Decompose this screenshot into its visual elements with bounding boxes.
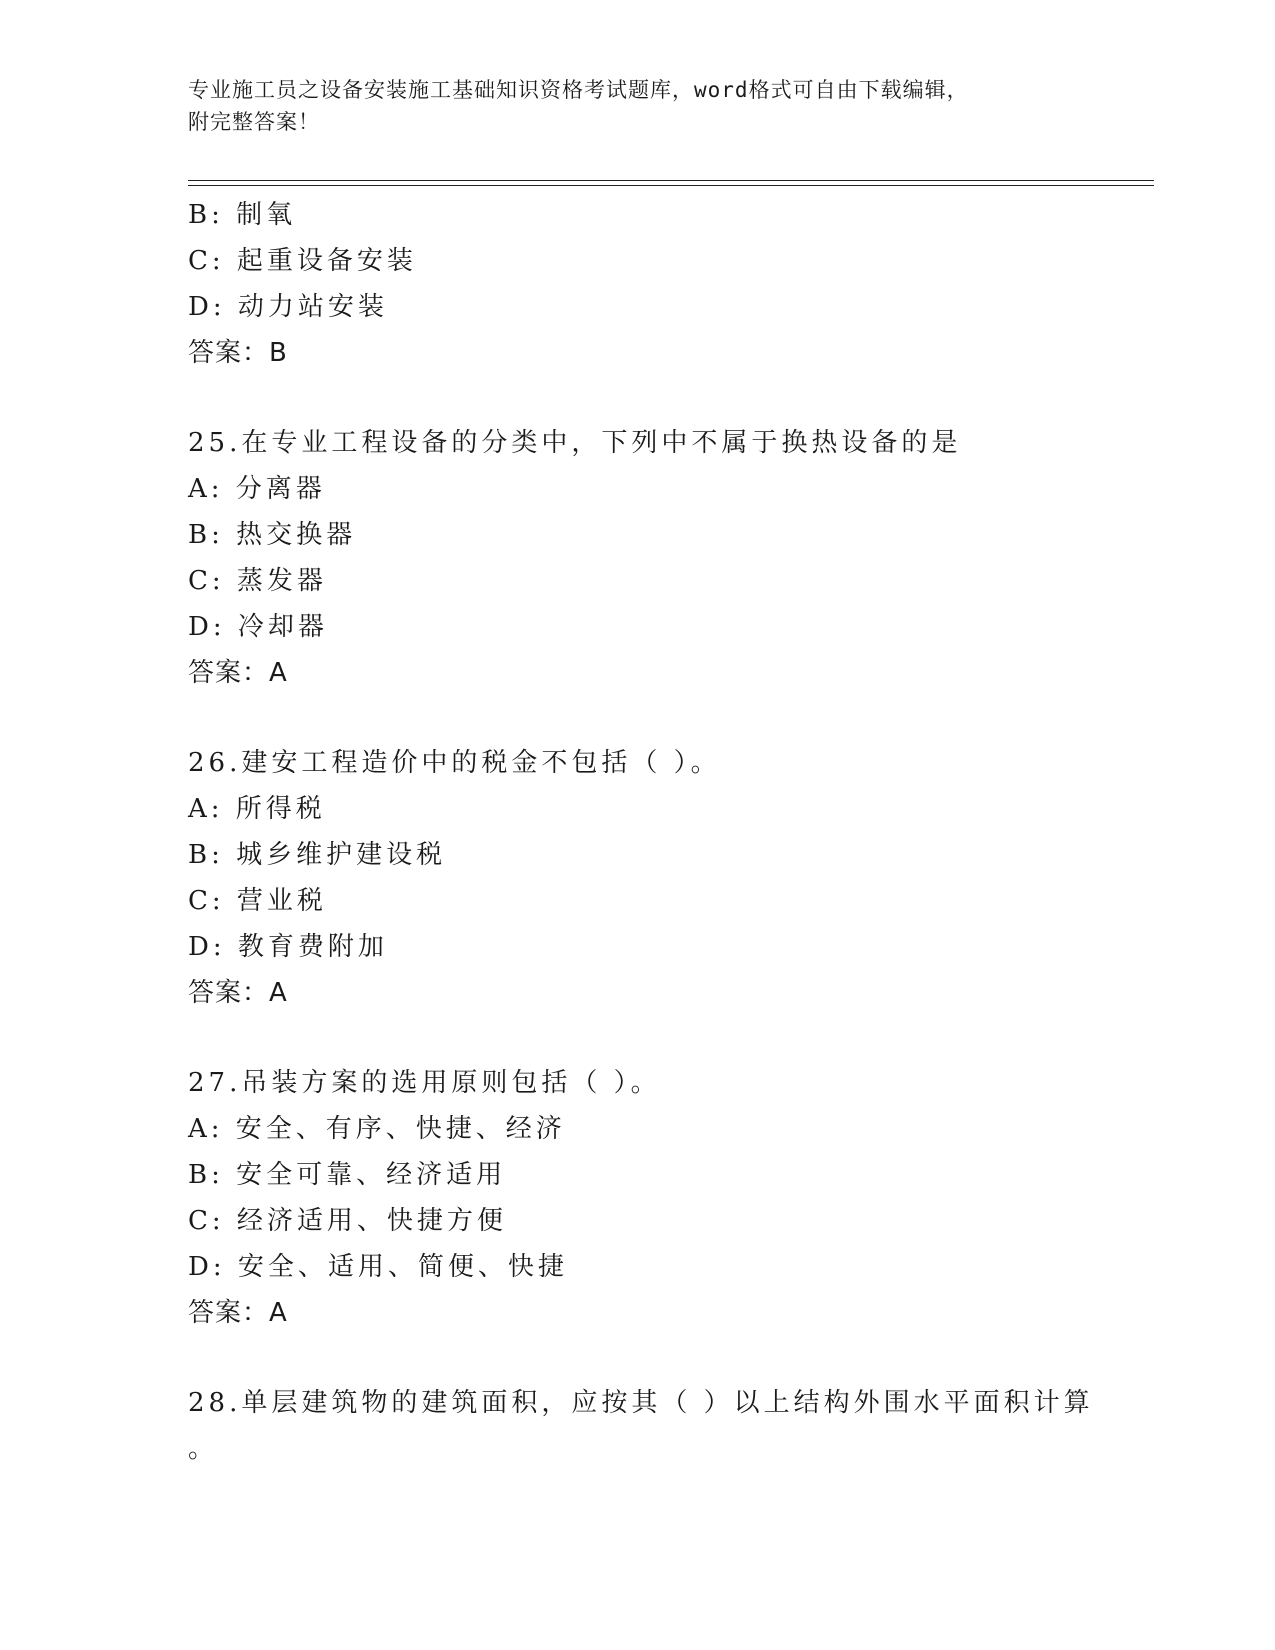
question-stem: 26.建安工程造价中的税金不包括（ ）。 xyxy=(188,748,721,778)
option-a: A: 所得税 xyxy=(188,794,326,824)
question-stem-continued: 。 xyxy=(188,1434,219,1464)
option-d: D: 安全、适用、简便、快捷 xyxy=(188,1252,568,1282)
question-25 xyxy=(188,420,1154,696)
option-c: C: 经济适用、快捷方便 xyxy=(188,1206,507,1236)
header-line-2: 附完整答案！ xyxy=(188,110,320,134)
question-list xyxy=(188,192,1154,1472)
option-d: D: 教育费附加 xyxy=(188,932,388,962)
question-26 xyxy=(188,740,1154,1016)
question-stem: 25.在专业工程设备的分类中，下列中不属于换热设备的是 xyxy=(188,428,962,458)
answer: 答案：A xyxy=(188,1298,288,1328)
header-divider-top xyxy=(188,180,1154,181)
option-c: C: 蒸发器 xyxy=(188,566,327,596)
header-divider-bottom xyxy=(188,185,1154,186)
question-stem: 28.单层建筑物的建筑面积，应按其（ ）以上结构外围水平面积计算 xyxy=(188,1388,1094,1418)
answer: 答案：B xyxy=(188,338,288,368)
option-a: A: 分离器 xyxy=(188,474,326,504)
option-c: C: 营业税 xyxy=(188,886,327,916)
option-b: B: 制氧 xyxy=(188,200,297,230)
question-stem: 27.吊装方案的选用原则包括（ ）。 xyxy=(188,1068,661,1098)
answer: 答案：A xyxy=(188,658,288,688)
answer: 答案：A xyxy=(188,978,288,1008)
question-24-continued xyxy=(188,192,1154,376)
option-a: A: 安全、有序、快捷、经济 xyxy=(188,1114,566,1144)
option-c: C: 起重设备安装 xyxy=(188,246,417,276)
option-d: D: 动力站安装 xyxy=(188,292,388,322)
option-b: B: 城乡维护建设税 xyxy=(188,840,447,870)
document-header xyxy=(188,74,1068,138)
option-b: B: 安全可靠、经济适用 xyxy=(188,1160,507,1190)
question-28 xyxy=(188,1380,1154,1472)
question-27 xyxy=(188,1060,1154,1336)
option-d: D: 冷却器 xyxy=(188,612,328,642)
option-b: B: 热交换器 xyxy=(188,520,357,550)
header-line-1: 专业施工员之设备安装施工基础知识资格考试题库，word格式可自由下载编辑， xyxy=(188,78,969,102)
